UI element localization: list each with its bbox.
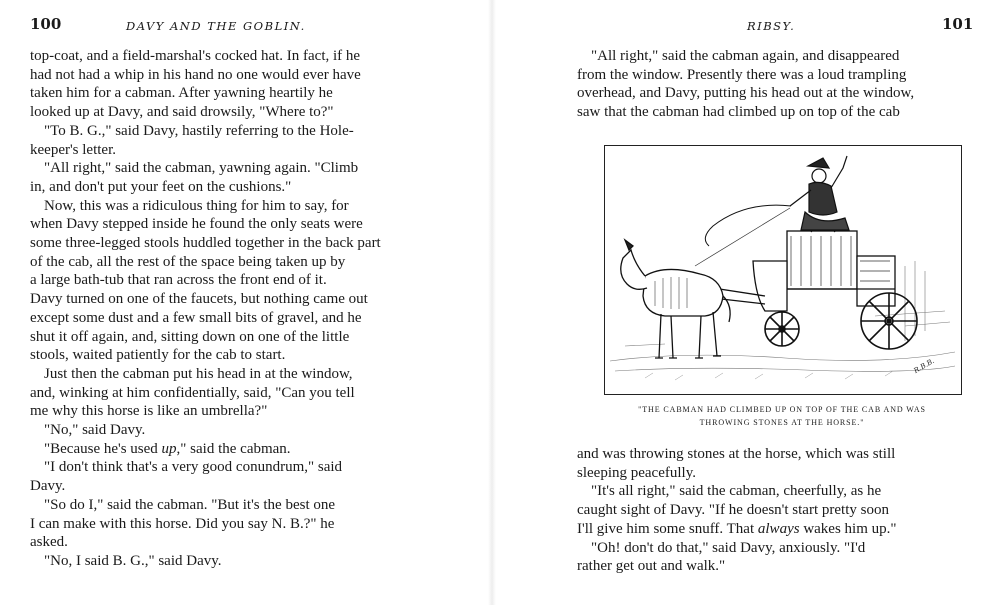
text-line: in, and don't put your feet on the cushions." <box>30 178 292 195</box>
text-line: sleeping peacefully. <box>577 464 696 481</box>
text-line: rather get out and walk." <box>577 558 726 575</box>
text-line: shut it off again, and, sitting down on one of the little <box>30 328 350 345</box>
text-line: and was throwing stones at the horse, which was still <box>577 446 896 462</box>
text-line: caught sight of Davy. "If he doesn't start pretty soon <box>577 502 889 519</box>
text-line: top-coat, and a field-marshal's cocked hat. In fact, if he <box>30 48 361 64</box>
text-line: Davy. <box>30 478 66 495</box>
text-line: I'll give him some snuff. That always wakes him up." <box>577 520 897 537</box>
text-line: "So do I," said the cabman. "But it's the best one <box>44 496 336 513</box>
page-number: 100 <box>30 15 62 33</box>
illustration-drawing <box>605 146 961 394</box>
text-line: I can make with this horse. Did you say N. B.?" he <box>30 515 335 532</box>
right-text-top <box>577 47 962 122</box>
text-line: keeper's letter. <box>30 141 116 158</box>
text-line: "Oh! don't do that," said Davy, anxiously. "I'd <box>591 539 866 556</box>
text-line: Davy turned on one of the faucets, but nothing came out <box>30 291 368 308</box>
text-line: "I don't think that's a very good conundrum," said <box>44 459 343 476</box>
caption-line: THROWING STONES AT THE HORSE." <box>699 418 865 427</box>
text-line: Just then the cabman put his head in at the window, <box>44 365 353 382</box>
text-line: stools, waited patiently for the cab to start. <box>30 347 286 364</box>
text-line: overhead, and Davy, putting his head out at the window, <box>577 85 915 102</box>
text-line: some three-legged stools huddled together in the back part <box>30 235 381 252</box>
running-head: DAVY AND THE GOBLIN. <box>126 19 306 33</box>
caption-line: "THE CABMAN HAD CLIMBED UP ON TOP OF THE CAB AND WAS <box>638 405 926 414</box>
left-page <box>0 0 492 605</box>
text-line: "It's all right," said the cabman, cheerfully, as he <box>591 483 882 500</box>
text-line: "To B. G.," said Davy, hastily referring to the Hole- <box>44 122 354 139</box>
illustration-cab-and-horse <box>604 145 962 395</box>
text-line: "All right," said the cabman, yawning again. "Climb <box>44 160 359 177</box>
text-line: except some dust and a few small bits of gravel, and he <box>30 309 362 326</box>
text-line: from the window. Presently there was a loud trampling <box>577 66 907 83</box>
text-line: had not had a whip in his hand no one would ever have <box>30 66 361 83</box>
text-line: "All right," said the cabman again, and disappeared <box>591 48 900 64</box>
figure-caption <box>604 403 960 429</box>
text-line: a large bath-tub that ran across the front end of it. <box>30 272 327 289</box>
text-line: "No, I said B. G.," said Davy. <box>44 552 222 569</box>
text-line: of the cab, all the rest of the space being taken up by <box>30 253 346 270</box>
running-head: RIBSY. <box>747 19 796 33</box>
text-line: asked. <box>30 534 68 551</box>
text-line: "No," said Davy. <box>44 422 146 439</box>
text-line: "Because he's used up," said the cabman. <box>44 440 291 457</box>
text-line: taken him for a cabman. After yawning heartily he <box>30 85 333 102</box>
text-line: saw that the cabman had climbed up on top of the cab <box>577 104 900 121</box>
text-line: me why this horse is like an umbrella?" <box>30 403 268 420</box>
right-text-bottom <box>577 445 962 576</box>
right-page <box>492 0 985 605</box>
text-line: and, winking at him confidentially, said, "Can you tell <box>30 384 355 401</box>
text-line: looked up at Davy, and said drowsily, "Where to?" <box>30 104 334 121</box>
text-line: when Davy stepped inside he found the only seats were <box>30 216 363 233</box>
text-line: Now, this was a ridiculous thing for him to say, for <box>44 197 349 214</box>
page-number: 101 <box>942 15 974 33</box>
artist-signature: R.B.B. <box>912 356 936 376</box>
left-text-block <box>30 47 418 571</box>
